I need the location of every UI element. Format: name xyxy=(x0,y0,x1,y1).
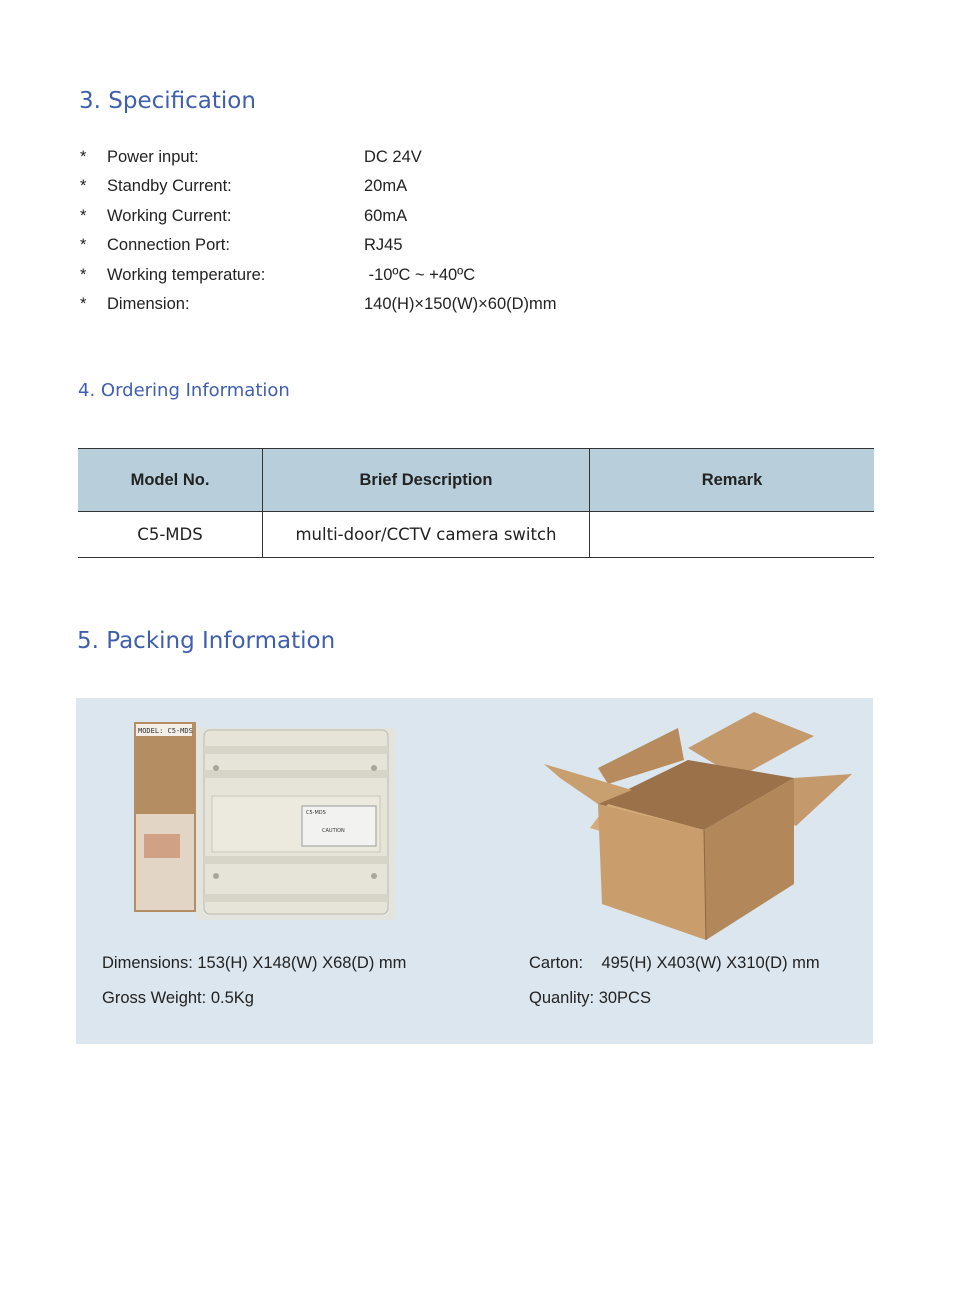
photo-tag-caution: CAUTION xyxy=(322,828,345,834)
column-header-remark: Remark xyxy=(590,449,875,512)
spec-value: 60mA xyxy=(364,206,408,225)
packaged-unit-photo xyxy=(132,718,398,924)
bullet: * xyxy=(80,236,87,255)
specification-heading: 3. Specification xyxy=(79,88,256,114)
spec-label: Working temperature: xyxy=(107,265,266,284)
spec-value: 20mA xyxy=(364,177,408,196)
carton-dimensions: Carton: 495(H) X403(W) X310(D) mm xyxy=(529,954,820,972)
spec-row-working-current xyxy=(80,205,680,234)
packing-heading: 5. Packing Information xyxy=(77,628,336,654)
cell-remark xyxy=(590,512,875,558)
table-header-row xyxy=(78,449,874,512)
column-header-model: Model No. xyxy=(78,449,263,512)
spec-row-power-input xyxy=(80,146,680,175)
spec-value: DC 24V xyxy=(364,148,422,166)
bullet: * xyxy=(80,265,87,284)
ordering-table xyxy=(78,448,874,558)
spec-label: Standby Current: xyxy=(107,177,232,196)
photo-model-label: MODEL: C5-MDS xyxy=(138,727,193,735)
spec-label: Connection Port: xyxy=(107,236,230,255)
spec-row-working-temperature xyxy=(80,264,680,293)
bullet: * xyxy=(80,177,87,196)
table-row xyxy=(78,512,874,558)
cell-model: C5-MDS xyxy=(78,512,263,558)
column-header-description: Brief Description xyxy=(263,449,590,512)
spec-row-connection-port xyxy=(80,234,680,263)
cell-description: multi-door/CCTV camera switch xyxy=(263,512,590,558)
unit-gross-weight: Gross Weight: 0.5Kg xyxy=(102,989,254,1007)
spec-value: -10ºC ~ +40ºC xyxy=(364,265,476,284)
spec-row-standby-current xyxy=(80,175,680,204)
spec-value: RJ45 xyxy=(364,236,403,255)
unit-dimensions: Dimensions: 153(H) X148(W) X68(D) mm xyxy=(102,954,407,972)
spec-label: Dimension: xyxy=(107,294,190,313)
specification-list xyxy=(80,146,680,322)
bullet: * xyxy=(80,206,87,225)
bullet: * xyxy=(80,148,87,166)
spec-row-dimension xyxy=(80,293,680,322)
ordering-heading: 4. Ordering Information xyxy=(78,380,290,401)
spec-label: Working Current: xyxy=(107,206,232,225)
carton-quantity: Quanlity: 30PCS xyxy=(529,989,651,1007)
carton-box-photo xyxy=(538,708,858,944)
photo-tag-model: C5-MDS xyxy=(306,810,326,816)
spec-label: Power input: xyxy=(107,148,199,166)
packing-panel xyxy=(76,698,873,1044)
bullet: * xyxy=(80,294,87,313)
spec-value: 140(H)×150(W)×60(D)mm xyxy=(364,294,557,313)
